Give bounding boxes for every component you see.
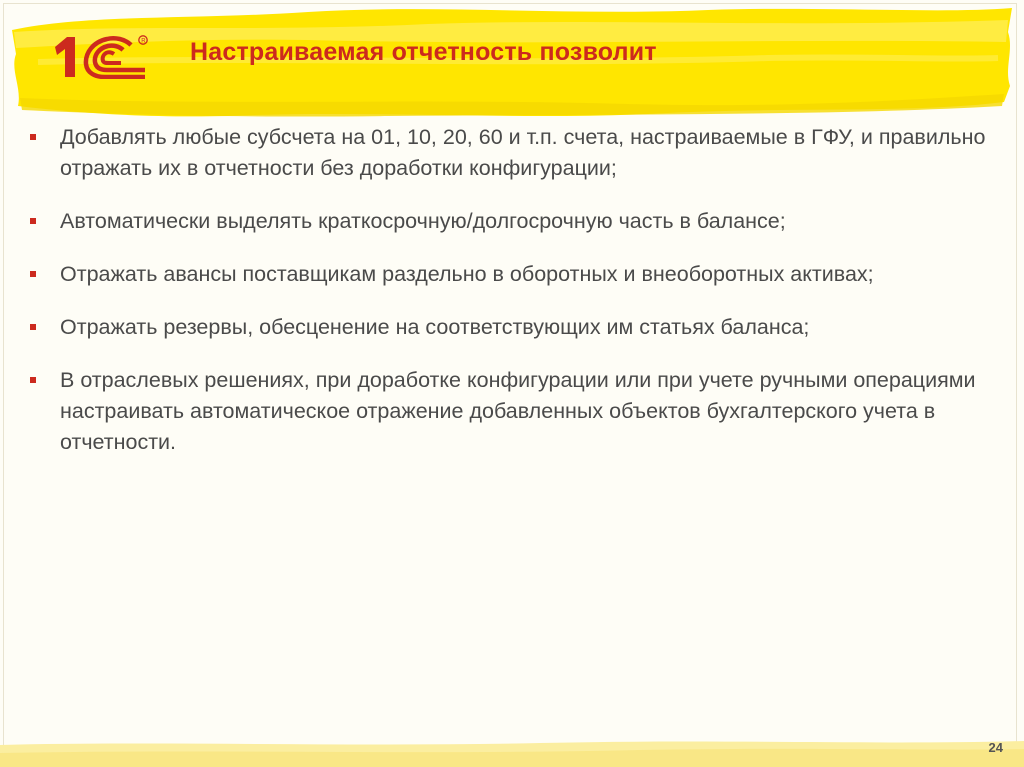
bullet-text: В отраслевых решениях, при доработке конфигурации или при учете ручными операциями настраивать автоматическое отражение добавленных объектов бухгалтерского учета в отчетности. xyxy=(60,368,976,454)
bullet-item xyxy=(30,312,1005,343)
bullet-text: Автоматически выделять краткосрочную/долгосрочную часть в балансе; xyxy=(60,209,786,233)
page-number: 24 xyxy=(988,740,1003,755)
slide-title: Настраиваемая отчетность позволит xyxy=(190,38,657,66)
svg-text:R: R xyxy=(141,38,146,45)
bullet-marker-icon xyxy=(30,324,36,330)
bullet-text: Добавлять любые субсчета на 01, 10, 20, 60 и т.п. счета, настраиваемые в ГФУ, и правильно отражать их в отчетности без доработки конфигурации; xyxy=(60,125,986,180)
bullet-marker-icon xyxy=(30,134,36,140)
1c-logo xyxy=(53,33,153,79)
footer-band xyxy=(0,735,1024,767)
bullet-text: Отражать резервы, обесценение на соответствующих им статьях баланса; xyxy=(60,315,810,339)
bullet-item xyxy=(30,206,1005,237)
bullet-item xyxy=(30,365,1005,458)
bullet-list xyxy=(30,122,1005,480)
bullet-text: Отражать авансы поставщикам раздельно в оборотных и внеоборотных активах; xyxy=(60,262,874,286)
bullet-marker-icon xyxy=(30,218,36,224)
bullet-marker-icon xyxy=(30,377,36,383)
bullet-item xyxy=(30,259,1005,290)
bullet-marker-icon xyxy=(30,271,36,277)
bullet-item xyxy=(30,122,1005,184)
